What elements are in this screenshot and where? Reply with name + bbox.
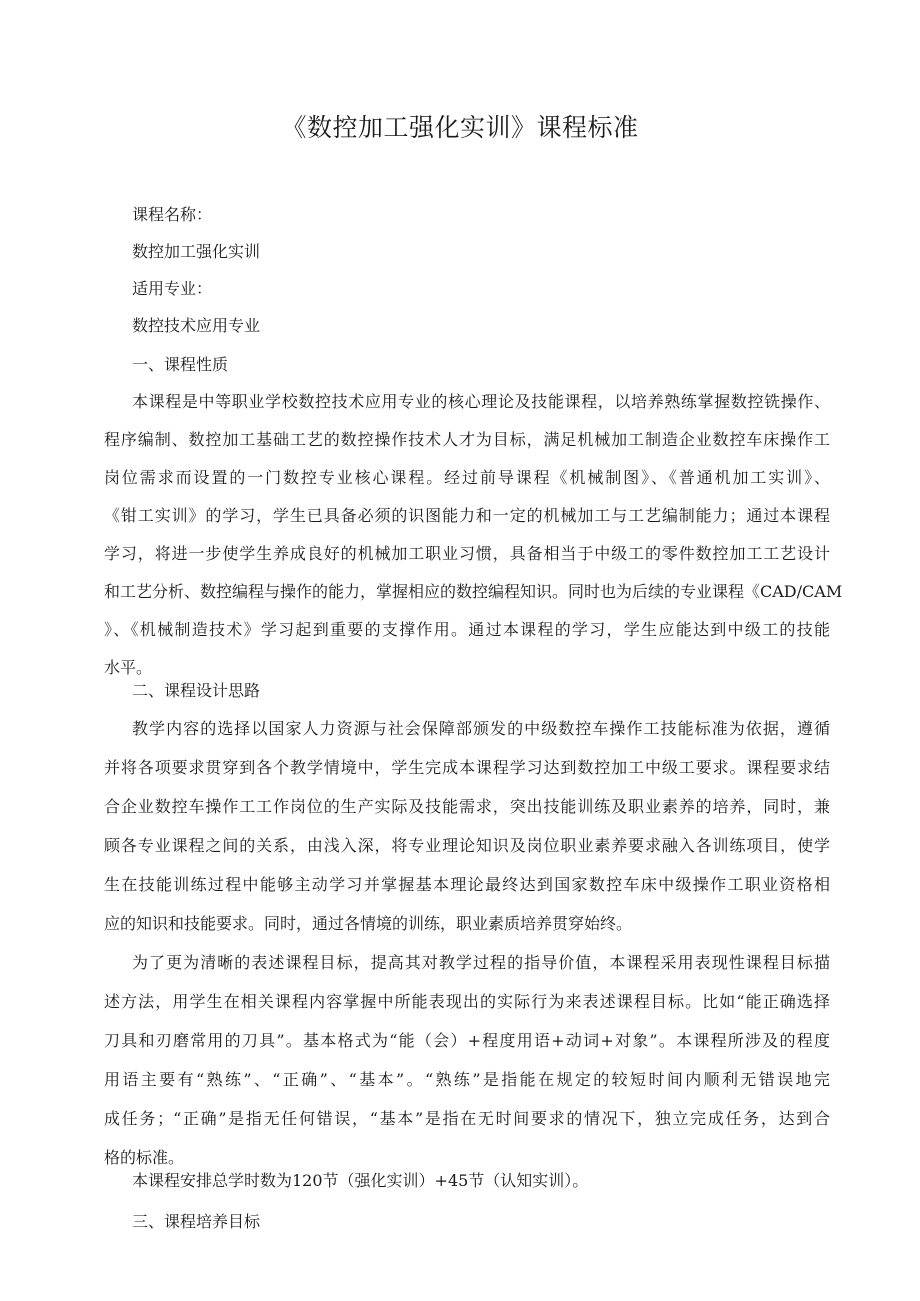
section-2-paragraph-1	[104, 714, 830, 939]
course-name-value: 数控加工强化实训	[132, 242, 261, 261]
section-1-paragraph	[104, 387, 843, 683]
paragraph-line: 合企业数控车操作工工作岗位的生产实际及技能需求，突出技能训练及职业素养的培养，同时，兼	[104, 797, 830, 816]
paragraph-line: 顾各专业课程之间的关系，由浅入深，将专业理论知识及岗位职业素养要求融入各训练项目，使学	[104, 836, 830, 855]
paragraph-line: 生在技能训练过程中能够主动学习并掌握基本理论最终达到国家数控车床中级操作工职业资格相	[104, 875, 830, 894]
paragraph-line: 成任务；“正确”是指无任何错误，“基本”是指在无时间要求的情况下，独立完成任务，达到合	[104, 1109, 830, 1128]
paragraph-line: 学习，将进一步使学生养成良好的机械加工职业习惯，具备相当于中级工的零件数控加工工艺设计	[104, 544, 830, 563]
section-hours	[104, 1166, 830, 1196]
paragraph-line: 本课程是中等职业学校数控技术应用专业的核心理论及技能课程，以培养熟练掌握数控铣操作、	[132, 392, 830, 411]
section-3	[104, 1207, 830, 1237]
document-title: 《数控加工强化实训》课程标准	[281, 113, 639, 142]
paragraph-line: 程序编制、数控加工基础工艺的数控操作技术人才为目标，满足机械加工制造企业数控车床操作工	[104, 430, 830, 449]
section-2-paragraph-2	[104, 948, 830, 1173]
section-2-heading: 二、课程设计思路	[132, 681, 261, 700]
paragraph-line: 为了更为清晰的表述课程目标，提高其对教学过程的指导价值，本课程采用表现性课程目标描	[132, 953, 830, 972]
section-3-heading: 三、课程培养目标	[132, 1212, 261, 1231]
paragraph-line: 水平。	[104, 658, 153, 677]
paragraph-line: 用语主要有“熟练”、“正确”、“基本”。“熟练”是指能在规定的较短时间内顺利无错误地完	[104, 1070, 830, 1089]
course-info	[104, 200, 830, 341]
total-hours-line: 本课程安排总学时数为120节（强化实训）+45节（认知实训）。	[132, 1171, 589, 1190]
section-1	[104, 350, 843, 683]
paragraph-line: 刀具和刃磨常用的刀具”。基本格式为“能（会）+程度用语+动词+对象”。本课程所涉及的程度	[104, 1031, 830, 1050]
course-name-label: 课程名称：	[132, 205, 213, 224]
paragraph-line: 述方法，用学生在相关课程内容掌握中所能表现出的实际行为来表述课程目标。比如“能正确选择	[104, 992, 830, 1011]
section-1-heading: 一、课程性质	[132, 355, 229, 374]
major-value: 数控技术应用专业	[132, 316, 261, 335]
section-2	[104, 676, 830, 1173]
paragraph-line: 和工艺分析、数控编程与操作的能力，掌握相应的数控编程知识。同时也为后续的专业课程《CAD/CAM	[104, 582, 843, 601]
major-label: 适用专业：	[132, 279, 213, 298]
paragraph-line: 应的知识和技能要求。同时，通过各情境的训练，职业素质培养贯穿始终。	[104, 914, 633, 933]
paragraph-line: 》、《机械制造技术》学习起到重要的支撑作用。通过本课程的学习，学生应能达到中级工的技能	[104, 620, 830, 639]
paragraph-line: 教学内容的选择以国家人力资源与社会保障部颁发的中级数控车操作工技能标准为依据，遵循	[132, 719, 830, 738]
paragraph-line: 格的标准。	[104, 1148, 185, 1167]
paragraph-line: 岗位需求而设置的一门数控专业核心课程。经过前导课程《机械制图》、《普通机加工实训》、	[104, 468, 830, 487]
paragraph-line: 《钳工实训》的学习，学生已具备必须的识图能力和一定的机械加工与工艺编制能力；通过本课程	[104, 506, 830, 525]
paragraph-line: 并将各项要求贯穿到各个教学情境中，学生完成本课程学习达到数控加工中级工要求。课程要求结	[104, 758, 830, 777]
